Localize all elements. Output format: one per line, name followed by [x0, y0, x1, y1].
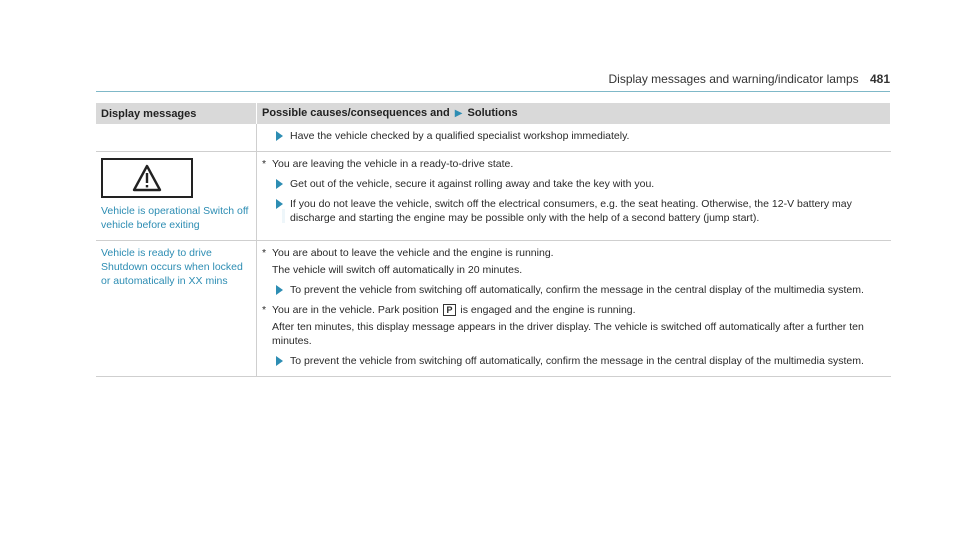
- arrow-icon: [276, 356, 283, 366]
- solution-step: Have the vehicle checked by a qualified specialist workshop immediately.: [262, 129, 886, 143]
- solution-step: To prevent the vehicle from switching off automatically, confirm the message in the central display of the multimedia system.: [262, 354, 886, 368]
- messages-table: [96, 103, 891, 377]
- message-cell: [96, 241, 257, 377]
- arrow-icon: ▶: [454, 108, 463, 119]
- col-header-messages: Display messages: [96, 103, 257, 124]
- page-header: [609, 72, 891, 86]
- warning-triangle-icon: [101, 158, 193, 198]
- condition: * You are in the vehicle. Park position P is engaged and the engine is running.: [262, 304, 636, 316]
- message-cell: [96, 152, 257, 241]
- arrow-icon: [276, 285, 283, 295]
- condition-note: The vehicle will switch off automatically in 20 minutes.: [272, 264, 523, 276]
- display-message: Vehicle is ready to drive Shutdown occurs when locked or automatically in XX mins: [101, 247, 243, 287]
- arrow-icon: [276, 179, 283, 189]
- header-rule: [96, 91, 890, 92]
- solution-step: If you do not leave the vehicle, switch off the electrical consumers, e.g. the seat heating. Otherwise, the 12-V battery may discharge and starting the engine may be possible only with the help of a second battery (jump start).: [262, 197, 886, 225]
- table-header-row: [96, 103, 891, 124]
- solution-step: To prevent the vehicle from switching off automatically, confirm the message in the central display of the multimedia system.: [262, 283, 886, 297]
- solution-cell: [257, 241, 891, 377]
- message-cell: [96, 124, 257, 152]
- arrow-icon: [276, 199, 283, 209]
- park-position-icon: P: [443, 304, 455, 316]
- condition: * You are leaving the vehicle in a ready-to-drive state.: [262, 158, 514, 170]
- display-message: Vehicle is operational Switch off vehicle before exiting: [101, 205, 249, 231]
- table-row: [96, 241, 891, 377]
- table-row: [96, 152, 891, 241]
- condition-note: After ten minutes, this display message appears in the driver display. The vehicle is switched off automatically after a further ten minutes.: [272, 321, 864, 347]
- solution-cell: [257, 124, 891, 152]
- col-header-causes: Possible causes/consequences and ▶ Solutions: [257, 103, 891, 124]
- header-title: Display messages and warning/indicator lamps: [608, 72, 859, 86]
- condition: * You are about to leave the vehicle and the engine is running.: [262, 247, 554, 259]
- solution-step: Get out of the vehicle, secure it against rolling away and take the key with you.: [262, 177, 886, 191]
- page-number: 481: [869, 72, 890, 86]
- solution-cell: [257, 152, 891, 241]
- table-row: [96, 124, 891, 152]
- arrow-icon: [276, 131, 283, 141]
